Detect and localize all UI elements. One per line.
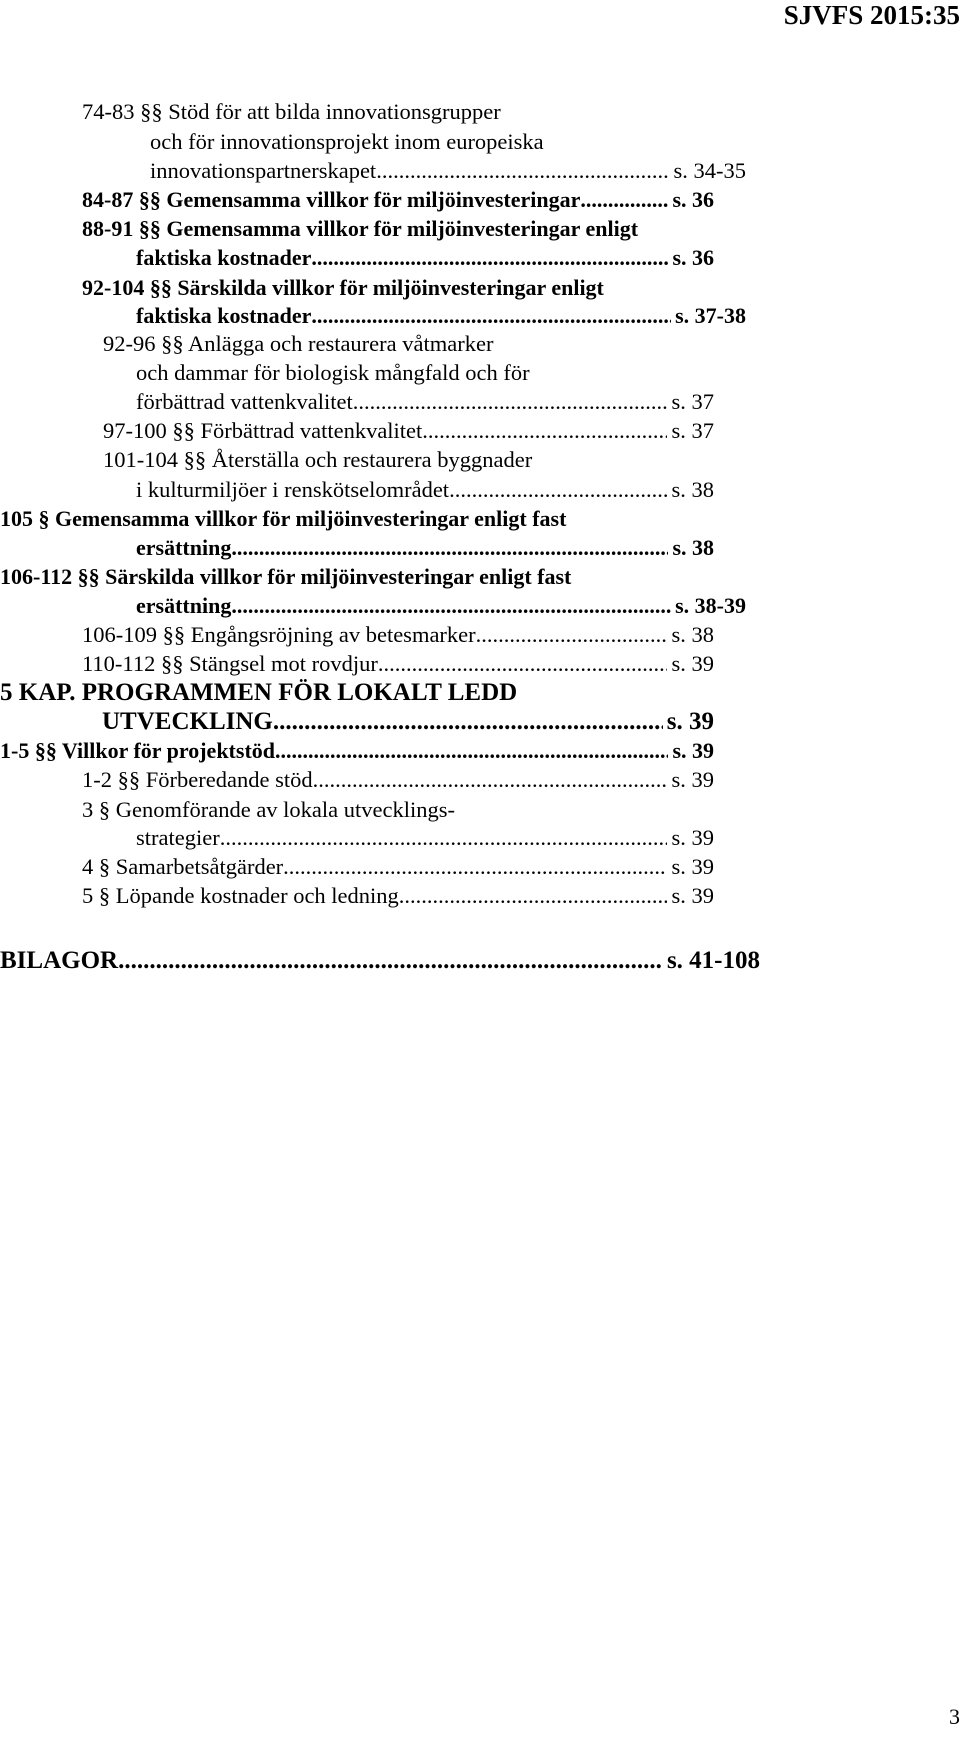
leader-dots	[378, 648, 668, 680]
toc-entry-label: strategier	[136, 825, 220, 850]
toc-line-3: 3 § Genomförande av lokala utvecklings-	[82, 797, 456, 822]
toc-entry-page: s. 41-108	[666, 947, 760, 974]
toc-entry-label: ersättning	[136, 535, 232, 560]
toc-line-88-91: 88-91 §§ Gemensamma villkor för miljöinvesteringar enligt	[82, 216, 639, 241]
leader-dots	[422, 415, 667, 447]
toc-entry-page: s. 38	[671, 622, 714, 647]
toc-entry-97-100	[103, 415, 714, 447]
document-code: SJVFS 2015:35	[783, 0, 960, 30]
toc-entry-innovation	[150, 155, 746, 187]
toc-entry-1-5	[0, 735, 714, 767]
toc-entry-page: s. 39	[671, 854, 714, 879]
toc-line-continuation: och dammar för biologisk mångfald och för	[136, 360, 530, 385]
toc-entry-label: 4 § Samarbetsåtgärder	[82, 854, 284, 879]
toc-entry-page: s. 37	[671, 418, 714, 443]
toc-entry-page: s. 38-39	[675, 593, 746, 618]
toc-entry-84-87	[82, 184, 714, 216]
leader-dots	[399, 880, 668, 912]
leader-dots	[231, 590, 671, 622]
toc-entry-label: i kulturmiljöer i renskötselområdet	[136, 477, 450, 502]
toc-entry-label: innovationspartnerskapet	[150, 158, 377, 183]
toc-entry-label: 5 § Löpande kostnader och ledning	[82, 883, 399, 908]
toc-entry-label: ersättning	[136, 593, 232, 618]
leader-dots	[376, 155, 669, 187]
toc-chapter-5-heading: 5 KAP. PROGRAMMEN FÖR LOKALT LEDD	[0, 679, 518, 706]
toc-entry-label: 97-100 §§ Förbättrad vattenkvalitet	[103, 418, 423, 443]
toc-entry-5	[82, 880, 714, 912]
leader-dots	[313, 764, 668, 796]
toc-entry-label: UTVECKLING	[102, 708, 273, 735]
toc-entry-label: 1-2 §§ Förberedande stöd	[82, 767, 313, 792]
toc-entry-4	[82, 851, 714, 883]
toc-line-74-83: 74-83 §§ Stöd för att bilda innovationsgrupper	[82, 99, 501, 124]
toc-entry-page: s. 39	[666, 708, 714, 735]
toc-entry-page: s. 39	[671, 767, 714, 792]
leader-dots	[580, 184, 668, 216]
toc-entry-page: s. 39	[672, 738, 714, 763]
toc-entry-label: 110-112 §§ Stängsel mot rovdjur	[82, 651, 378, 676]
toc-entry-page: s. 37-38	[675, 303, 746, 328]
toc-entry-3	[136, 822, 714, 854]
toc-chapter-5-entry	[102, 706, 714, 738]
toc-entry-label: faktiska kostnader	[136, 245, 312, 270]
toc-entry-106-112	[136, 590, 746, 622]
toc-entry-page: s. 36	[672, 187, 714, 212]
toc-entry-label: 1-5 §§ Villkor för projektstöd	[0, 738, 276, 763]
toc-entry-110-112	[82, 648, 714, 680]
leader-dots	[353, 386, 668, 418]
toc-entry-105	[136, 532, 714, 564]
toc-entry-page: s. 34-35	[673, 158, 746, 183]
leader-dots	[273, 706, 663, 738]
toc-entry-page: s. 36	[672, 245, 714, 270]
leader-dots	[476, 619, 668, 651]
leader-dots	[311, 242, 668, 274]
toc-entry-page: s. 39	[671, 883, 714, 908]
toc-line-continuation: och för innovationsprojekt inom europeiska	[150, 129, 544, 154]
toc-entry-106-109	[82, 619, 714, 651]
toc-line-92-104: 92-104 §§ Särskilda villkor för miljöinvesteringar enligt	[82, 275, 604, 300]
toc-entry-92-96	[136, 386, 714, 418]
leader-dots	[275, 735, 668, 767]
toc-entry-page: s. 38	[672, 535, 714, 560]
toc-entry-page: s. 38	[671, 477, 714, 502]
toc-entry-label: förbättrad vattenkvalitet	[136, 389, 353, 414]
toc-line-105: 105 § Gemensamma villkor för miljöinvesteringar enligt fast	[0, 506, 567, 531]
toc-line-106-112: 106-112 §§ Särskilda villkor för miljöinvesteringar enligt fast	[0, 564, 572, 589]
toc-entry-label: BILAGOR	[0, 947, 119, 974]
toc-entry-88-91	[136, 242, 714, 274]
toc-entry-page: s. 39	[671, 825, 714, 850]
toc-entry-101-104	[136, 474, 714, 506]
toc-entry-bilagor	[0, 945, 760, 977]
leader-dots	[231, 532, 668, 564]
toc-entry-label: 106-109 §§ Engångsröjning av betesmarker	[82, 622, 476, 647]
toc-entry-page: s. 37	[671, 389, 714, 414]
leader-dots	[283, 851, 667, 883]
page-number: 3	[949, 1704, 960, 1729]
leader-dots	[118, 945, 663, 977]
toc-entry-1-2	[82, 764, 714, 796]
leader-dots	[449, 474, 667, 506]
toc-line-101-104: 101-104 §§ Återställa och restaurera byggnader	[103, 447, 533, 472]
toc-entry-page: s. 39	[671, 651, 714, 676]
toc-entry-label: 84-87 §§ Gemensamma villkor för miljöinvesteringar	[82, 187, 581, 212]
toc-line-92-96: 92-96 §§ Anlägga och restaurera våtmarker	[103, 331, 494, 356]
leader-dots	[220, 822, 668, 854]
toc-entry-label: faktiska kostnader	[136, 303, 312, 328]
